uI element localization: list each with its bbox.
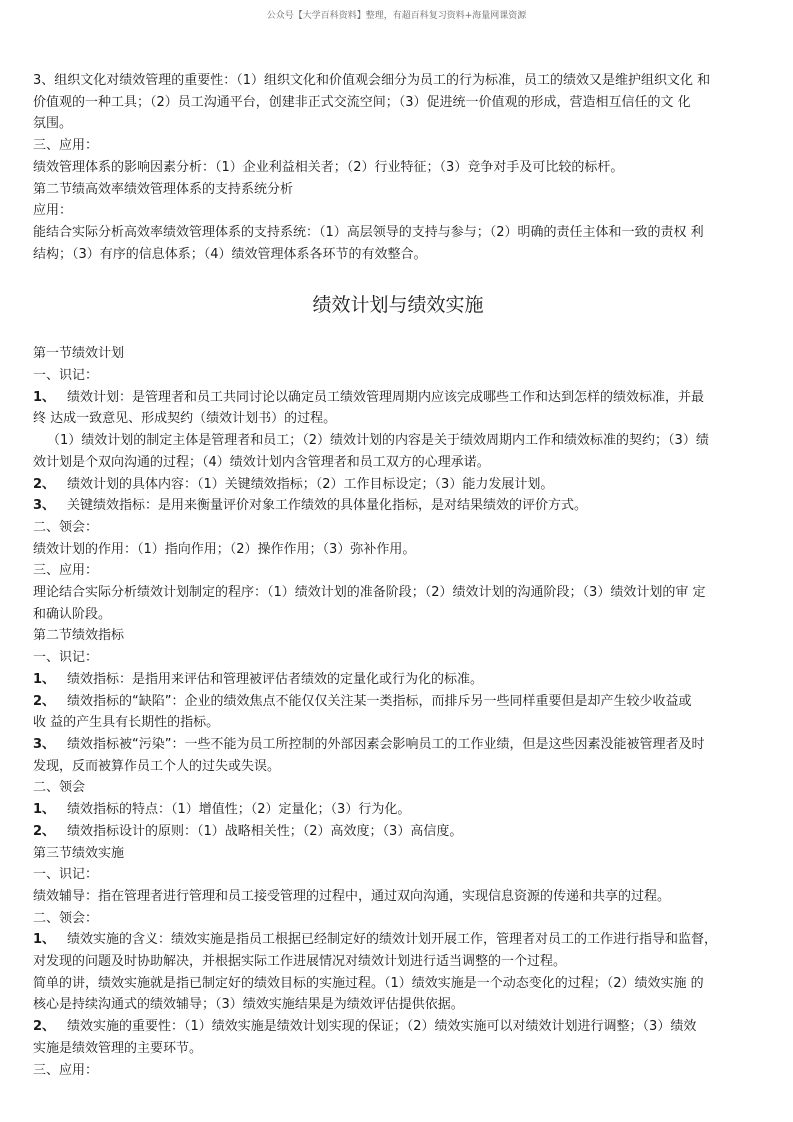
chapter-title: 绩效计划与绩效实施 [312,294,484,317]
paragraph-line: 价值观的一种工具；（2）员工沟通平台，创建非正式交流空间；（3）促进统一价值观的形成，营造相互信任的文 化 [33,94,691,110]
item-number: 1、 [33,671,56,687]
paragraph-line: 对发现的问题及时协助解决，并根据实际工作进展情况对绩效计划进行适当调整的一个过程。 [33,954,567,970]
section-title: 第二节绩效指标 [33,628,125,644]
paragraph-line: 实施是绩效管理的主要环节。 [33,1040,203,1056]
section-title: 第二节绩高效率绩效管理体系的支持系统分析 [33,181,294,197]
item-number: 2、 [33,476,56,492]
item-number: 2、 [33,1019,56,1035]
subheading: 三、应用： [33,563,99,579]
item-text: 绩效实施的含义：绩效实施是指员工根据已经制定好的绩效计划开展工作，管理者对员工的工作进行指导和监督， [67,932,718,948]
paragraph-line: 核心是持续沟通式的绩效辅导；（3）绩效实施结果是为绩效评估提供依据。 [33,997,464,1013]
item-number: 1、 [33,389,56,405]
paragraph-line: 能结合实际分析高效率绩效管理体系的支持系统：（1）高层领导的支持与参与；（2）明确的责任主体和一致的责权 利 [33,224,704,240]
paragraph-line: 收 益的产生具有长期性的指标。 [33,715,220,731]
list-item [33,734,763,756]
document-body [33,70,763,1081]
item-text: 绩效实施的重要性：（1）绩效实施是绩效计划实现的保证；（2）绩效实施可以对绩效计划进行调整；（3）绩效 [67,1019,697,1035]
subheading: 二、领会 [33,780,86,796]
item-text: 绩效计划的具体内容：（1）关键绩效指标；（2）工作目标设定；（3）能力发展计划。 [67,476,554,492]
paragraph-line: 理论结合实际分析绩效计划制定的程序：（1）绩效计划的准备阶段；（2）绩效计划的沟通阶段；（3）绩效计划的审 定 [33,585,706,601]
list-item [33,799,763,821]
paragraph-line: 绩效计划的作用：（1）指向作用；（2）操作作用；（3）弥补作用。 [33,541,416,557]
item-text: 绩效计划：是管理者和员工共同讨论以确定员工绩效管理周期内应该完成哪些工作和达到怎样的绩效标准，并最 [67,389,705,405]
subheading: 一、识记： [33,368,99,384]
item-text: 关键绩效指标：是用来衡量评价对象工作绩效的具体量化指标，是对结果绩效的评价方式。 [67,498,588,514]
section-title: 第三节绩效实施 [33,845,125,861]
paragraph-line: 发现，反而被算作员工个人的过失或失误。 [33,758,281,774]
section-title: 第一节绩效计划 [33,346,125,362]
list-item [33,495,763,517]
list-item [33,691,763,713]
paragraph-line: 和确认阶段。 [33,606,112,622]
subheading: 二、领会： [33,910,99,926]
paragraph-line: （1）绩效计划的制定主体是管理者和员工；（2）绩效计划的内容是关于绩效周期内工作和绩效标准的契约；（3）绩 [47,433,709,449]
item-text: 绩效指标：是指用来评估和管理被评估者绩效的定量化或行为化的标准。 [67,671,484,687]
list-item [33,821,763,843]
paragraph-line: 结构；（3）有序的信息体系；（4）绩效管理体系各环节的有效整合。 [33,246,427,262]
paragraph-line: 3、组织文化对绩效管理的重要性：（1）组织文化和价值观会细分为员工的行为标准，员工的绩效又是维护组织文化 和 [33,73,711,88]
item-text: 绩效指标的“缺陷”：企业的绩效焦点不能仅仅关注某一类指标，而排斥另一些同样重要但是却产生较少收益或 [67,693,692,709]
paragraph-line: 效计划是个双向沟通的过程；（4）绩效计划内含管理者和员工双方的心理承诺。 [33,454,490,470]
paragraph-line: 终 达成一致意见、形成契约（绩效计划书）的过程。 [33,411,337,427]
item-text: 绩效指标的特点：（1）增值性；（2）定量化；（3）行为化。 [67,802,411,818]
item-number: 3、 [33,736,56,752]
item-number: 1、 [33,802,56,818]
subheading: 二、领会： [33,519,99,535]
paragraph-line: 绩效辅导：指在管理者进行管理和员工接受管理的过程中，通过双向沟通，实现信息资源的传递和共享的过程。 [33,888,671,904]
list-item [33,1016,763,1038]
item-text: 绩效指标被“污染”：一些不能为员工所控制的外部因素会影响员工的工作业绩，但是这些因素没能被管理者及时 [67,736,705,752]
item-number: 3、 [33,498,56,514]
subheading: 三、应用： [33,1062,99,1078]
paragraph-line: 绩效管理体系的影响因素分析：（1）企业利益相关者；（2）行业特征；（3）竞争对手及可比较的标杆。 [33,159,624,175]
page-header: 公众号【大学百科资料】整理，有超百科复习资料+海量网课资源 [266,11,527,21]
list-item [33,929,763,951]
paragraph-line: 简单的讲，绩效实施就是指已制定好的绩效目标的实施过程。（1）绩效实施是一个动态变化的过程；（2）绩效实施 的 [33,975,704,991]
list-item [33,387,763,409]
item-number: 2、 [33,823,56,839]
subheading: 应用： [33,203,73,219]
item-text: 绩效指标设计的原则：（1）战略相关性；（2）高效度；（3）高信度。 [67,823,463,839]
list-item [33,669,763,691]
list-item [33,474,763,496]
item-number: 1、 [33,932,56,948]
item-number: 2、 [33,693,56,709]
paragraph-line: 氛围。 [33,116,73,132]
subheading: 一、识记： [33,650,99,666]
subheading: 一、识记： [33,867,99,883]
subheading: 三、应用： [33,138,99,154]
